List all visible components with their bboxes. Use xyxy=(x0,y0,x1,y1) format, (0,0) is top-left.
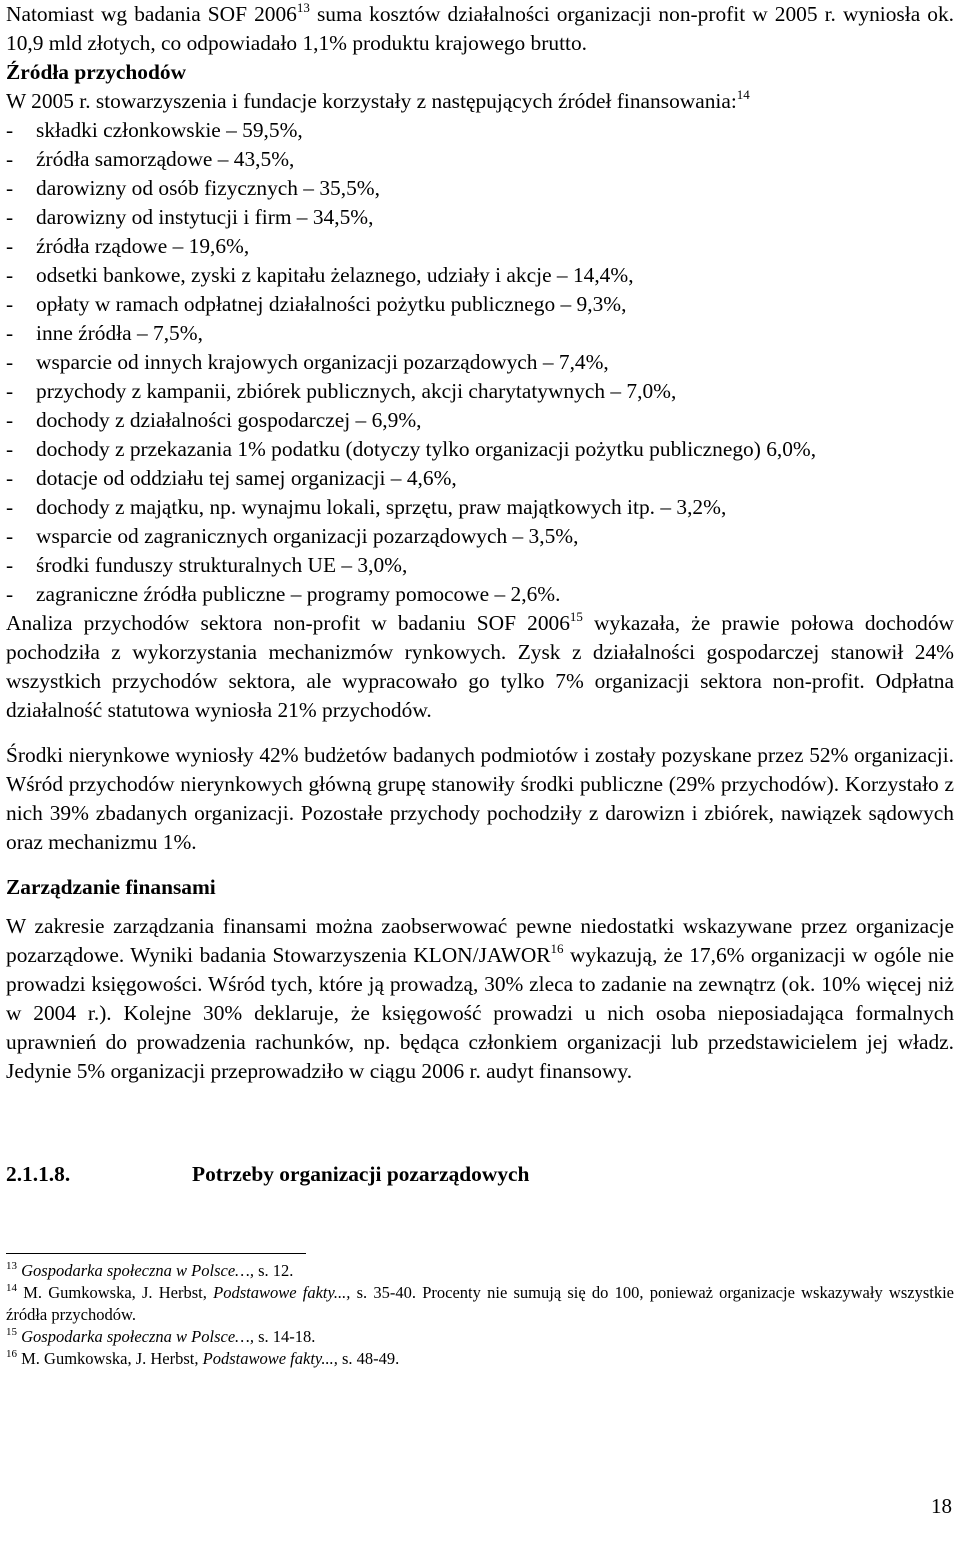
footnote-ref-14[interactable]: 14 xyxy=(736,87,750,102)
list-item: - dochody z działalności gospodarczej – 6,9%, xyxy=(6,408,422,432)
footnote-14: $^{14}$ M. Gumkowska, J. Herbst, Podstawowe fakty..., s. 35-40. Procenty nie sumują się do 100, ponieważ organizacje wskazywały wszystkie źródła przychodów. xyxy=(6,1282,954,1324)
section-heading xyxy=(6,1160,954,1189)
list-item: - dotacje od oddziału tej samej organizacji – 4,6%, xyxy=(6,466,457,490)
list-item: - zagraniczne źródła publiczne – programy pomocowe – 2,6%. xyxy=(6,582,561,606)
finance-paragraph: W zakresie zarządzania finansami można zaobserwować pewne niedostatki wskazywane przez organizacje pozarządowe. Wyniki badania Stowarzyszenia KLON/JAWOR$^{16}$ wykazują, że 17,6% organizacji w ogóle nie prowadzi księgowości. Wśród tych, które ją prowadzą, 30% zleca to zadanie na zewnątrz (ok. 10% więcej niż w 2004 r.). Kolejne 30% deklaruje, że księgowość prowadzi u nich osoba nieposiadająca formalnych uprawnień do prowadzenia rachunków, np. będąca członkiem organizacji lub przedstawicielem jej władz. Jedynie 5% organizacji przeprowadziło w ciągu 2006 r. audyt finansowy. xyxy=(6,914,954,1083)
section-number: 2.1.1.8. xyxy=(6,1162,71,1186)
footnote-ref-13[interactable]: 13 xyxy=(296,0,310,15)
nonmarket-paragraph: Środki nierynkowe wyniosły 42% budżetów badanych podmiotów i zostały pozyskane przez 52% organizacji. Wśród przychodów nierynkowych główną grupę stanowiły środki publiczne (29% przychodów). Korzystało z nich 39% zbadanych organizacji. Pozostałe przychody pochodziły z darowizn i zbiórek, nawiązek sądowych oraz mechanizmu 1%. xyxy=(6,743,954,854)
list-item: - środki funduszy strukturalnych UE – 3,0%, xyxy=(6,553,408,577)
intro-paragraph: Natomiast wg badania SOF 2006$^{13}$ suma kosztów działalności organizacji non-profit w 2005 r. wyniosła ok. 10,9 mld złotych, co odpowiadało 1,1% produktu krajowego brutto. xyxy=(6,0,954,55)
footnotes xyxy=(6,1260,954,1370)
footnote-divider xyxy=(6,1253,306,1254)
list-item: - inne źródła – 7,5%, xyxy=(6,321,203,345)
list-item: - wsparcie od innych krajowych organizacji pozarządowych – 7,4%, xyxy=(6,350,609,374)
list-item: - dochody z przekazania 1% podatku (dotyczy tylko organizacji pożytku publicznego) 6,0%, xyxy=(6,437,817,461)
list-item: - źródła rządowe – 19,6%, xyxy=(6,234,250,258)
list-item: - dochody z majątku, np. wynajmu lokali, sprzętu, praw majątkowych itp. – 3,2%, xyxy=(6,495,727,519)
list-item: - odsetki bankowe, zyski z kapitału żelaznego, udziały i akcje – 14,4%, xyxy=(6,263,634,287)
footnote-13: $^{13}$ Gospodarka społeczna w Polsce…, s. 12. xyxy=(6,1260,294,1280)
list-item: - darowizny od osób fizycznych – 35,5%, xyxy=(6,176,380,200)
page-number: 18 xyxy=(931,1494,952,1518)
sources-list xyxy=(6,116,954,609)
sources-heading: Źródła przychodów xyxy=(6,60,187,84)
footnote-ref-16[interactable]: 16 xyxy=(550,941,564,956)
footnote-16: $^{16}$ M. Gumkowska, J. Herbst, Podstawowe fakty..., s. 48-49. xyxy=(6,1348,400,1368)
list-item: - wsparcie od zagranicznych organizacji pozarządowych – 3,5%, xyxy=(6,524,579,548)
list-item: - przychody z kampanii, zbiórek publicznych, akcji charytatywnych – 7,0%, xyxy=(6,379,677,403)
list-item: - opłaty w ramach odpłatnej działalności pożytku publicznego – 9,3%, xyxy=(6,292,627,316)
list-item: - źródła samorządowe – 43,5%, xyxy=(6,147,295,171)
analysis-paragraph: Analiza przychodów sektora non-profit w badaniu SOF 2006$^{15}$ wykazała, że prawie połowa dochodów pochodziła z wykorzystania mechanizmów rynkowych. Zysk z działalności gospodarczej stanowił 24% wszystkich przychodów sektora, ale wypracowało go tylko 7% organizacji sektora non-profit. Odpłatna działalność statutowa wyniosła 21% przychodów. xyxy=(6,609,954,722)
list-item: - składki członkowskie – 59,5%, xyxy=(6,118,303,142)
footnote-ref-15[interactable]: 15 xyxy=(569,609,583,624)
finance-heading: Zarządzanie finansami xyxy=(6,875,216,899)
document-page xyxy=(6,0,954,1370)
list-item: - darowizny od instytucji i firm – 34,5%, xyxy=(6,205,374,229)
sources-lead: W 2005 r. stowarzyszenia i fundacje korzystały z następujących źródeł finansowania:$^{14}$ xyxy=(6,87,750,113)
footnote-15: $^{15}$ Gospodarka społeczna w Polsce…, s. 14-18. xyxy=(6,1326,316,1346)
section-title: Potrzeby organizacji pozarządowych xyxy=(192,1162,530,1186)
